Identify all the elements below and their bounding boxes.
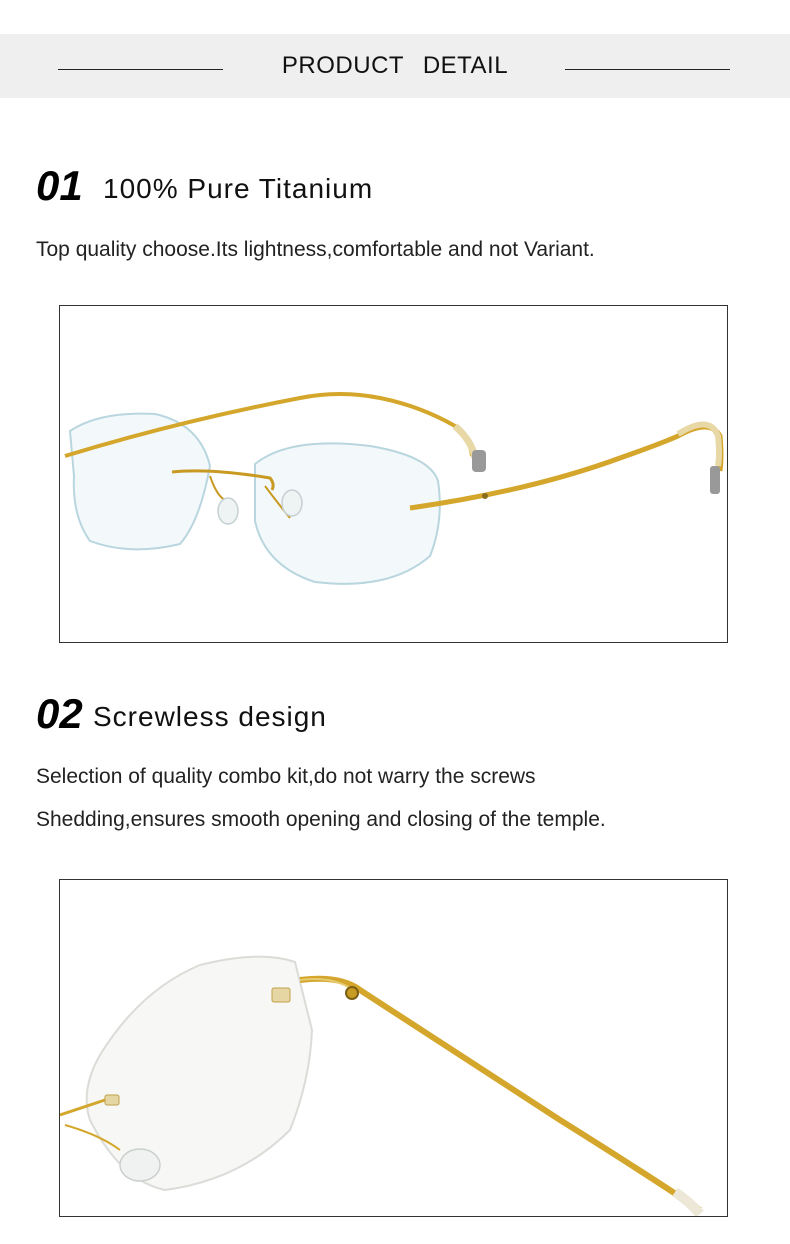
product-photo-temple: [59, 879, 728, 1217]
header-divider-right: [565, 69, 730, 70]
section-number: 01: [36, 162, 83, 209]
section-title: 100% Pure Titanium: [103, 173, 374, 204]
section-number: 02: [36, 690, 83, 737]
section-description-line: Shedding,ensures smooth opening and closing of the temple.: [36, 808, 606, 831]
section-description: Top quality choose.Its lightness,comfortable and not Variant.: [36, 238, 595, 261]
product-photo-front: [59, 305, 728, 643]
section-description-line: Selection of quality combo kit,do not warry the screws: [36, 765, 536, 788]
header-band: [0, 34, 790, 98]
section-title: Screwless design: [93, 701, 327, 732]
page-title: PRODUCT DETAIL: [281, 52, 509, 79]
